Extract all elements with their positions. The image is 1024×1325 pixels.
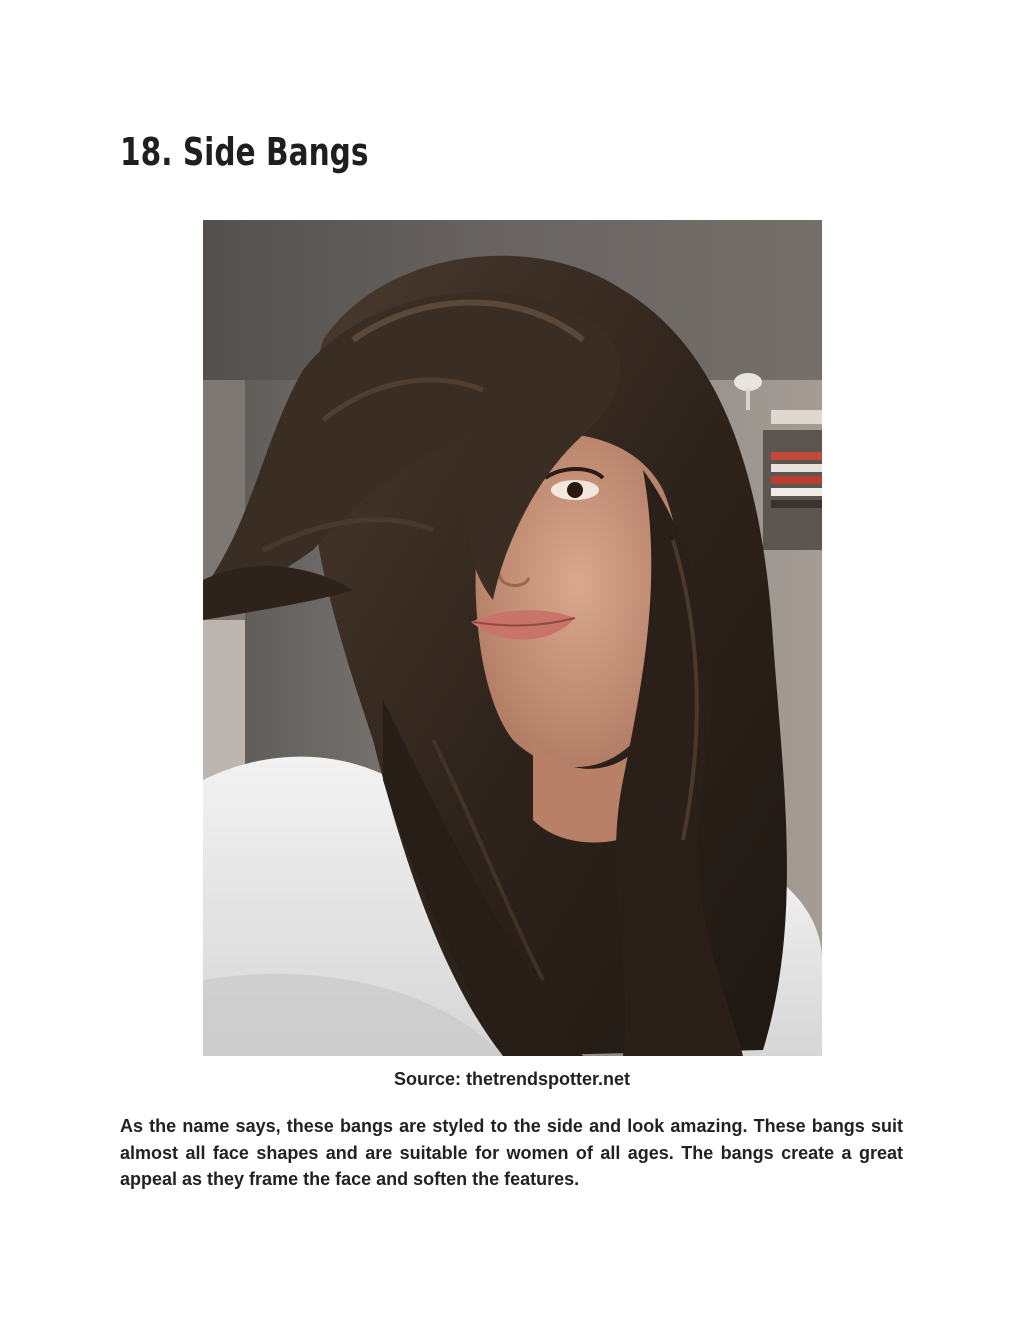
page-title: 18. Side Bangs	[120, 130, 369, 174]
image-source-caption: Source: thetrendspotter.net	[393, 1069, 631, 1089]
side-bangs-photo	[203, 220, 822, 1056]
description-paragraph: As the name says, these bangs are styled to the side and look amazing. These bangs suit almost all face shapes and are suitable for women of all ages. The bangs create a great appeal as they frame the face and soften the features.	[120, 1116, 903, 1189]
